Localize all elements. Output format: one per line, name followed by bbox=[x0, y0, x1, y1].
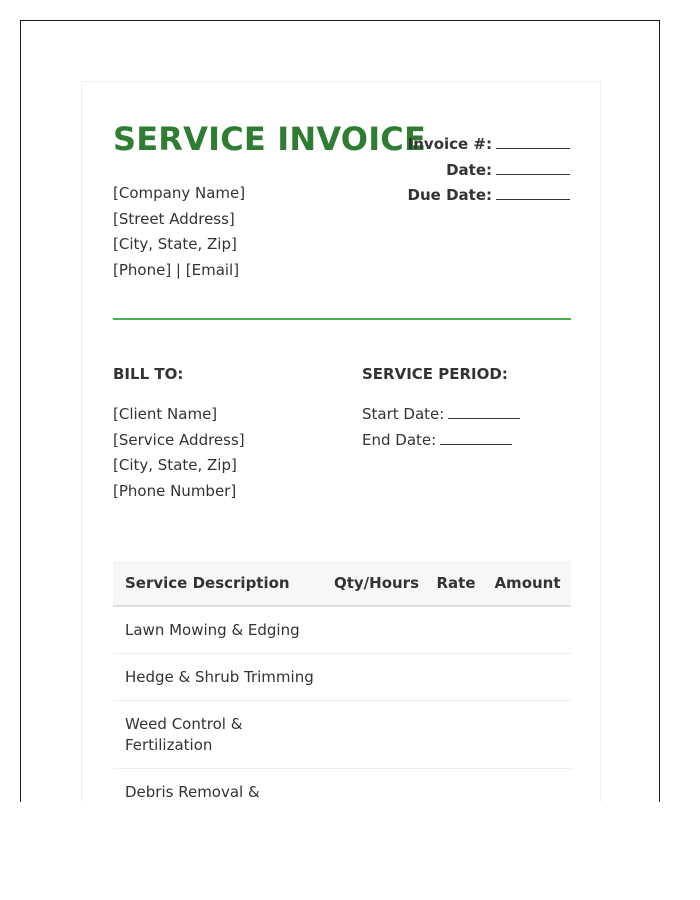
header-amount: Amount bbox=[494, 574, 561, 592]
invoice-date-label: Date: bbox=[446, 160, 492, 179]
invoice-number-line bbox=[408, 132, 570, 158]
bill-to-heading: BILL TO: bbox=[113, 365, 184, 383]
row-amount bbox=[484, 714, 571, 756]
service-period-details bbox=[362, 402, 520, 453]
company-street: [Street Address] bbox=[113, 209, 235, 228]
row-amount bbox=[484, 667, 571, 688]
header-description: Service Description bbox=[125, 574, 290, 592]
due-date-line bbox=[408, 183, 570, 209]
row-qty bbox=[325, 714, 428, 756]
service-address: [Service Address] bbox=[113, 430, 245, 449]
invoice-date-blank bbox=[496, 162, 570, 175]
client-phone: [Phone Number] bbox=[113, 481, 237, 500]
row-rate bbox=[428, 667, 484, 688]
due-date-label: Due Date: bbox=[407, 186, 492, 204]
invoice-date-line bbox=[408, 158, 570, 184]
row-qty bbox=[325, 620, 428, 641]
invoice-meta bbox=[408, 132, 570, 209]
header-rate: Rate bbox=[436, 574, 476, 592]
row-amount bbox=[484, 620, 571, 641]
row-description: Debris Removal & bbox=[125, 783, 260, 801]
table-row bbox=[113, 769, 571, 802]
row-qty bbox=[325, 667, 428, 688]
row-qty bbox=[325, 782, 428, 802]
company-city: [City, State, Zip] bbox=[113, 235, 237, 253]
end-date-blank bbox=[440, 432, 512, 445]
services-table bbox=[113, 561, 571, 802]
header-qty: Qty/Hours bbox=[333, 574, 420, 592]
end-date-label: End Date: bbox=[362, 430, 437, 449]
invoice-page bbox=[81, 81, 601, 802]
row-rate bbox=[428, 782, 484, 802]
start-date-line bbox=[362, 402, 520, 428]
client-name: [Client Name] bbox=[113, 405, 218, 423]
row-description: Weed Control & Fertilization bbox=[125, 715, 243, 754]
document-viewport bbox=[20, 20, 660, 802]
end-date-line bbox=[362, 428, 520, 454]
table-header bbox=[113, 561, 571, 607]
bill-to-details bbox=[113, 402, 245, 504]
table-row bbox=[113, 654, 571, 701]
row-rate bbox=[428, 714, 484, 756]
row-description: Hedge & Shrub Trimming bbox=[125, 668, 314, 686]
row-rate bbox=[428, 620, 484, 641]
invoice-number-blank bbox=[496, 136, 570, 149]
header-divider bbox=[113, 318, 571, 320]
invoice-number-label: Invoice #: bbox=[407, 135, 492, 153]
table-row bbox=[113, 701, 571, 769]
due-date-blank bbox=[496, 187, 570, 200]
company-contact: [Phone] | [Email] bbox=[113, 260, 240, 279]
company-info bbox=[113, 181, 245, 283]
service-period-heading: SERVICE PERIOD: bbox=[362, 365, 508, 383]
row-amount bbox=[484, 782, 571, 802]
table-row bbox=[113, 607, 571, 654]
invoice-title: SERVICE INVOICE bbox=[113, 120, 427, 158]
client-city: [City, State, Zip] bbox=[113, 456, 237, 474]
company-name: [Company Name] bbox=[113, 184, 246, 202]
start-date-blank bbox=[448, 406, 520, 419]
row-description: Lawn Mowing & Edging bbox=[125, 621, 300, 639]
start-date-label: Start Date: bbox=[362, 405, 445, 423]
